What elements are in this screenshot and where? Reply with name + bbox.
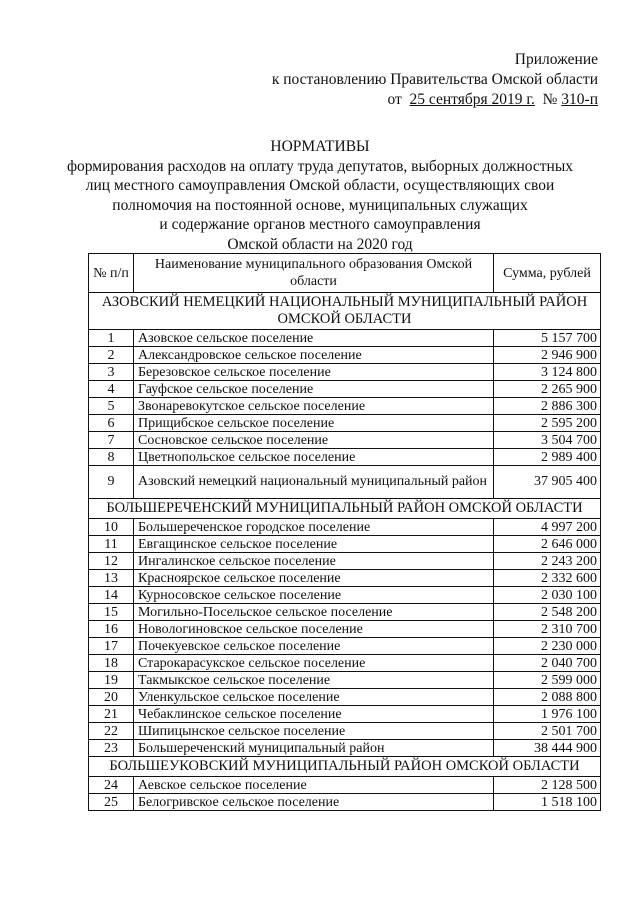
norms-table [88, 253, 601, 811]
row-number: 14 [89, 587, 134, 604]
table-row [89, 655, 601, 672]
row-name: Почекуевское сельское поселение [134, 638, 494, 655]
row-name: Цветнопольское сельское поселение [134, 449, 494, 466]
appendix-block [272, 50, 598, 110]
row-name: Большереченский муниципальный район [134, 740, 494, 757]
row-number: 21 [89, 706, 134, 723]
row-number: 22 [89, 723, 134, 740]
row-number: 13 [89, 570, 134, 587]
row-name: Белогривское сельское поселение [134, 794, 494, 811]
row-number: 4 [89, 381, 134, 398]
row-sum: 4 997 200 [494, 519, 601, 536]
table-row [89, 638, 601, 655]
row-sum: 2 595 200 [494, 415, 601, 432]
title-heading: НОРМАТИВЫ [270, 138, 370, 155]
row-sum: 2 088 800 [494, 689, 601, 706]
table-row [89, 621, 601, 638]
row-name: Чебаклинское сельское поселение [134, 706, 494, 723]
row-sum: 2 243 200 [494, 553, 601, 570]
title-line: и содержание органов местного самоуправления [159, 216, 481, 233]
table-row [89, 587, 601, 604]
title-line: формирования расходов на оплату труда депутатов, выборных должностных [66, 157, 574, 175]
row-sum: 2 040 700 [494, 655, 601, 672]
table-row [89, 740, 601, 757]
row-sum: 2 501 700 [494, 723, 601, 740]
row-name: Такмыкское сельское поселение [134, 672, 494, 689]
table-row [89, 553, 601, 570]
table-row [89, 777, 601, 794]
row-sum: 2 128 500 [494, 777, 601, 794]
section-title: БОЛЬШЕРЕЧЕНСКИЙ МУНИЦИПАЛЬНЫЙ РАЙОН ОМСКОЙ ОБЛАСТИ [89, 499, 601, 519]
row-sum: 2 230 000 [494, 638, 601, 655]
row-name: Уленкульское сельское поселение [134, 689, 494, 706]
row-sum: 2 332 600 [494, 570, 601, 587]
appendix-label: Приложение [514, 51, 598, 68]
row-sum: 2 599 000 [494, 672, 601, 689]
table-row [89, 723, 601, 740]
row-name: Могильно-Посельское сельское поселение [134, 604, 494, 621]
row-sum: 1 976 100 [494, 706, 601, 723]
row-name: Ингалинское сельское поселение [134, 553, 494, 570]
row-number: 20 [89, 689, 134, 706]
row-number: 18 [89, 655, 134, 672]
row-sum: 2 030 100 [494, 587, 601, 604]
row-sum: 2 989 400 [494, 449, 601, 466]
row-sum: 2 646 000 [494, 536, 601, 553]
table-row [89, 415, 601, 432]
row-number: 3 [89, 364, 134, 381]
table-row [89, 398, 601, 415]
row-sum: 2 265 900 [494, 381, 601, 398]
row-sum: 1 518 100 [494, 794, 601, 811]
row-name: Александровское сельское поселение [134, 347, 494, 364]
row-name: Большереченское городское поселение [134, 519, 494, 536]
row-name: Азовский немецкий национальный муниципальный район [134, 466, 494, 499]
row-name: Сосновское сельское поселение [134, 432, 494, 449]
document-title [0, 137, 640, 254]
table-row [89, 364, 601, 381]
row-number: 24 [89, 777, 134, 794]
row-number: 11 [89, 536, 134, 553]
table-row [89, 536, 601, 553]
row-number: 25 [89, 794, 134, 811]
title-line: Омской области на 2020 год [227, 235, 413, 253]
appendix-date-line [272, 90, 598, 110]
table-row [89, 466, 601, 499]
table-row [89, 432, 601, 449]
row-number: 19 [89, 672, 134, 689]
table-row [89, 347, 601, 364]
number-label: № [542, 91, 558, 108]
row-name: Азовское сельское поселение [134, 330, 494, 347]
row-name: Березовское сельское поселение [134, 364, 494, 381]
decree-date: 25 сентября 2019 г. [409, 91, 535, 108]
decree-number: 310-п [561, 91, 598, 108]
section-row [89, 499, 601, 519]
row-sum: 3 504 700 [494, 432, 601, 449]
section-title: АЗОВСКИЙ НЕМЕЦКИЙ НАЦИОНАЛЬНЫЙ МУНИЦИПАЛЬНЫЙ РАЙОН ОМСКОЙ ОБЛАСТИ [89, 293, 601, 330]
table-row [89, 381, 601, 398]
row-sum: 2 946 900 [494, 347, 601, 364]
row-name: Красноярское сельское поселение [134, 570, 494, 587]
row-name: Гауфское сельское поселение [134, 381, 494, 398]
title-line: лиц местного самоуправления Омской области, осуществляющих свои [85, 177, 555, 194]
table-row [89, 706, 601, 723]
row-number: 5 [89, 398, 134, 415]
row-sum: 38 444 900 [494, 740, 601, 757]
row-number: 16 [89, 621, 134, 638]
row-number: 12 [89, 553, 134, 570]
row-sum: 2 886 300 [494, 398, 601, 415]
row-sum: 2 548 200 [494, 604, 601, 621]
row-sum: 2 310 700 [494, 621, 601, 638]
row-name: Курносовское сельское поселение [134, 587, 494, 604]
header-num: № п/п [89, 254, 134, 293]
section-row [89, 293, 601, 330]
table-row [89, 794, 601, 811]
row-name: Шипицынское сельское поселение [134, 723, 494, 740]
table-row [89, 689, 601, 706]
row-name: Новологиновское сельское поселение [134, 621, 494, 638]
row-number: 8 [89, 449, 134, 466]
table-row [89, 570, 601, 587]
row-number: 9 [89, 466, 134, 499]
row-sum: 3 124 800 [494, 364, 601, 381]
row-sum: 37 905 400 [494, 466, 601, 499]
row-sum: 5 157 700 [494, 330, 601, 347]
row-name: Прищибское сельское поселение [134, 415, 494, 432]
appendix-decree: к постановлению Правительства Омской области [271, 71, 598, 88]
table-row [89, 449, 601, 466]
header-sum: Сумма, рублей [494, 254, 601, 293]
row-number: 15 [89, 604, 134, 621]
table-row [89, 330, 601, 347]
table-row [89, 672, 601, 689]
row-number: 10 [89, 519, 134, 536]
row-name: Старокарасукское сельское поселение [134, 655, 494, 672]
section-title: БОЛЬШЕУКОВСКИЙ МУНИЦИПАЛЬНЫЙ РАЙОН ОМСКОЙ ОБЛАСТИ [89, 757, 601, 777]
row-name: Евгащинское сельское поселение [134, 536, 494, 553]
table-header-row [89, 254, 601, 293]
table-row [89, 604, 601, 621]
title-line: полномочия на постоянной основе, муниципальных служащих [112, 196, 528, 214]
row-number: 7 [89, 432, 134, 449]
row-number: 2 [89, 347, 134, 364]
row-name: Аевское сельское поселение [134, 777, 494, 794]
row-name: Звонаревокутское сельское поселение [134, 398, 494, 415]
section-row [89, 757, 601, 777]
row-number: 17 [89, 638, 134, 655]
date-prefix: от [387, 91, 402, 108]
row-number: 1 [89, 330, 134, 347]
row-number: 6 [89, 415, 134, 432]
row-number: 23 [89, 740, 134, 757]
header-name: Наименование муниципального образования Омской области [134, 254, 494, 293]
table-row [89, 519, 601, 536]
table-body [89, 293, 601, 811]
